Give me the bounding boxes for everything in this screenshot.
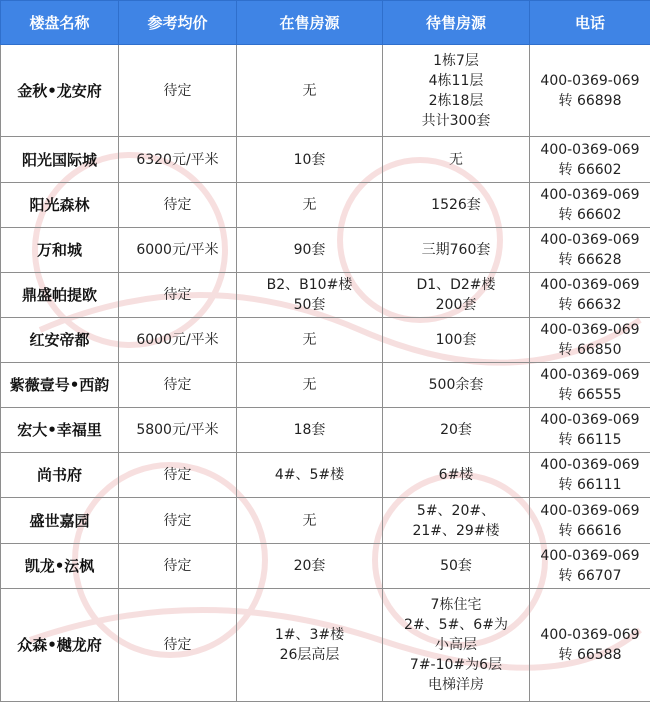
on-sale-units	[237, 273, 383, 318]
property-name: 盛世嘉园	[1, 498, 119, 544]
pending-units	[383, 544, 530, 589]
on-sale-units	[237, 363, 383, 408]
pending-units	[383, 228, 530, 273]
reference-price: 待定	[119, 45, 237, 137]
pending-units	[383, 453, 530, 498]
on-sale-units	[237, 453, 383, 498]
pending-units-line: 1栋7层	[433, 52, 479, 69]
table-row	[1, 498, 650, 544]
header-phone: 电话	[530, 1, 650, 45]
phone-number-line: 转 66602	[558, 207, 622, 223]
pending-units	[383, 408, 530, 453]
table-row	[1, 363, 650, 408]
on-sale-units-line: 1#、3#楼	[274, 627, 345, 643]
phone-number-line: 转 66616	[558, 522, 622, 539]
phone-number-line: 400-0369-069	[540, 277, 640, 293]
on-sale-units-line: 无	[302, 197, 317, 213]
phone-number-line: 400-0369-069	[540, 72, 640, 89]
pending-units	[383, 137, 530, 183]
phone-number	[530, 273, 650, 318]
pending-units-line: 200套	[435, 297, 477, 313]
reference-price: 6000元/平米	[119, 318, 237, 363]
on-sale-units-line: 无	[302, 332, 317, 348]
phone-number-line: 400-0369-069	[540, 627, 640, 643]
table-row	[1, 408, 650, 453]
pending-units-line: 三期760套	[421, 242, 491, 258]
on-sale-units	[237, 228, 383, 273]
reference-price: 待定	[119, 544, 237, 589]
reference-price: 待定	[119, 589, 237, 702]
phone-number-line: 转 66850	[558, 342, 622, 358]
phone-number	[530, 228, 650, 273]
reference-price: 待定	[119, 453, 237, 498]
reference-price: 6320元/平米	[119, 137, 237, 183]
table-row	[1, 589, 650, 702]
phone-number-line: 400-0369-069	[540, 187, 640, 203]
reference-price: 5800元/平米	[119, 408, 237, 453]
reference-price: 待定	[119, 498, 237, 544]
pending-units-line: 21#、29#楼	[412, 522, 500, 539]
on-sale-units-line: 4#、5#楼	[274, 467, 345, 483]
property-name: 红安帝都	[1, 318, 119, 363]
phone-number-line: 转 66707	[558, 568, 622, 584]
pending-units	[383, 363, 530, 408]
on-sale-units	[237, 589, 383, 702]
reference-price: 待定	[119, 183, 237, 228]
phone-number-line: 400-0369-069	[540, 412, 640, 428]
pending-units-line: 100套	[435, 332, 477, 348]
phone-number	[530, 137, 650, 183]
pending-units-line: 小高层	[435, 637, 477, 653]
property-name: 阳光国际城	[1, 137, 119, 183]
phone-number	[530, 183, 650, 228]
table-row	[1, 453, 650, 498]
table-row	[1, 183, 650, 228]
table-row	[1, 318, 650, 363]
reference-price: 待定	[119, 273, 237, 318]
phone-number-line: 转 66555	[558, 387, 622, 403]
property-name: 鼎盛帕提欧	[1, 273, 119, 318]
pending-units-line: 4栋11层	[428, 72, 484, 89]
pending-units-line: 5#、20#、	[416, 502, 496, 519]
on-sale-units-line: 18套	[293, 422, 326, 438]
pending-units-line: 20套	[440, 422, 472, 438]
on-sale-units-line: 无	[302, 377, 317, 393]
phone-number	[530, 453, 650, 498]
phone-number-line: 转 66602	[558, 161, 622, 178]
phone-number	[530, 498, 650, 544]
property-name: 万和城	[1, 228, 119, 273]
header-pending: 待售房源	[383, 1, 530, 45]
on-sale-units	[237, 183, 383, 228]
pending-units-line: 2栋18层	[428, 92, 484, 109]
pending-units-line: 7#-10#为6层	[409, 657, 503, 673]
phone-number	[530, 589, 650, 702]
on-sale-units-line: 20套	[293, 558, 326, 574]
pending-units-line: 共计300套	[421, 112, 491, 129]
on-sale-units-line: 50套	[293, 297, 326, 313]
phone-number-line: 转 66588	[558, 647, 622, 663]
header-on-sale: 在售房源	[237, 1, 383, 45]
phone-number-line: 转 66632	[558, 297, 622, 313]
on-sale-units	[237, 408, 383, 453]
reference-price: 6000元/平米	[119, 228, 237, 273]
on-sale-units-line: 无	[302, 512, 317, 529]
table-row	[1, 137, 650, 183]
pending-units	[383, 498, 530, 544]
pending-units	[383, 318, 530, 363]
header-name: 楼盘名称	[1, 1, 119, 45]
phone-number	[530, 544, 650, 589]
property-name: 紫薇壹号•西韵	[1, 363, 119, 408]
pending-units-line: 6#楼	[438, 467, 474, 483]
phone-number-line: 转 66115	[558, 432, 622, 448]
pending-units-line: 7栋住宅	[430, 597, 482, 613]
phone-number	[530, 45, 650, 137]
on-sale-units-line: 90套	[293, 242, 326, 258]
on-sale-units-line: 无	[302, 82, 317, 99]
phone-number	[530, 318, 650, 363]
property-name: 凯龙•沄枫	[1, 544, 119, 589]
on-sale-units	[237, 45, 383, 137]
phone-number	[530, 408, 650, 453]
pending-units-line: 无	[449, 151, 463, 168]
phone-number-line: 400-0369-069	[540, 141, 640, 158]
header-row	[1, 1, 650, 45]
pending-units-line: 1526套	[431, 197, 481, 213]
header-price: 参考均价	[119, 1, 237, 45]
phone-number-line: 400-0369-069	[540, 548, 640, 564]
property-name: 众森•樾龙府	[1, 589, 119, 702]
on-sale-units	[237, 137, 383, 183]
pending-units-line: 500余套	[428, 377, 484, 393]
property-name: 尚书府	[1, 453, 119, 498]
pending-units	[383, 273, 530, 318]
phone-number-line: 400-0369-069	[540, 367, 640, 383]
property-name: 金秋•龙安府	[1, 45, 119, 137]
on-sale-units	[237, 498, 383, 544]
phone-number-line: 400-0369-069	[540, 322, 640, 338]
phone-number-line: 转 66111	[558, 477, 622, 493]
reference-price: 待定	[119, 363, 237, 408]
table-row	[1, 228, 650, 273]
phone-number-line: 400-0369-069	[540, 232, 640, 248]
table-row	[1, 544, 650, 589]
on-sale-units-line: 26层高层	[279, 647, 340, 663]
property-name: 宏大•幸福里	[1, 408, 119, 453]
pending-units-line: 电梯洋房	[428, 677, 484, 693]
phone-number-line: 转 66898	[558, 92, 622, 109]
table-row	[1, 273, 650, 318]
on-sale-units-line: 10套	[293, 151, 326, 168]
pending-units-line: 50套	[440, 558, 472, 574]
table-row	[1, 45, 650, 137]
pending-units-line: D1、D2#楼	[416, 277, 496, 293]
phone-number-line: 400-0369-069	[540, 457, 640, 473]
pending-units	[383, 589, 530, 702]
phone-number-line: 400-0369-069	[540, 502, 640, 519]
pending-units	[383, 45, 530, 137]
on-sale-units-line: B2、B10#楼	[266, 277, 353, 293]
phone-number	[530, 363, 650, 408]
phone-number-line: 转 66628	[558, 252, 622, 268]
pending-units	[383, 183, 530, 228]
pending-units-line: 2#、5#、6#为	[404, 617, 508, 633]
on-sale-units	[237, 544, 383, 589]
property-name: 阳光森林	[1, 183, 119, 228]
on-sale-units	[237, 318, 383, 363]
